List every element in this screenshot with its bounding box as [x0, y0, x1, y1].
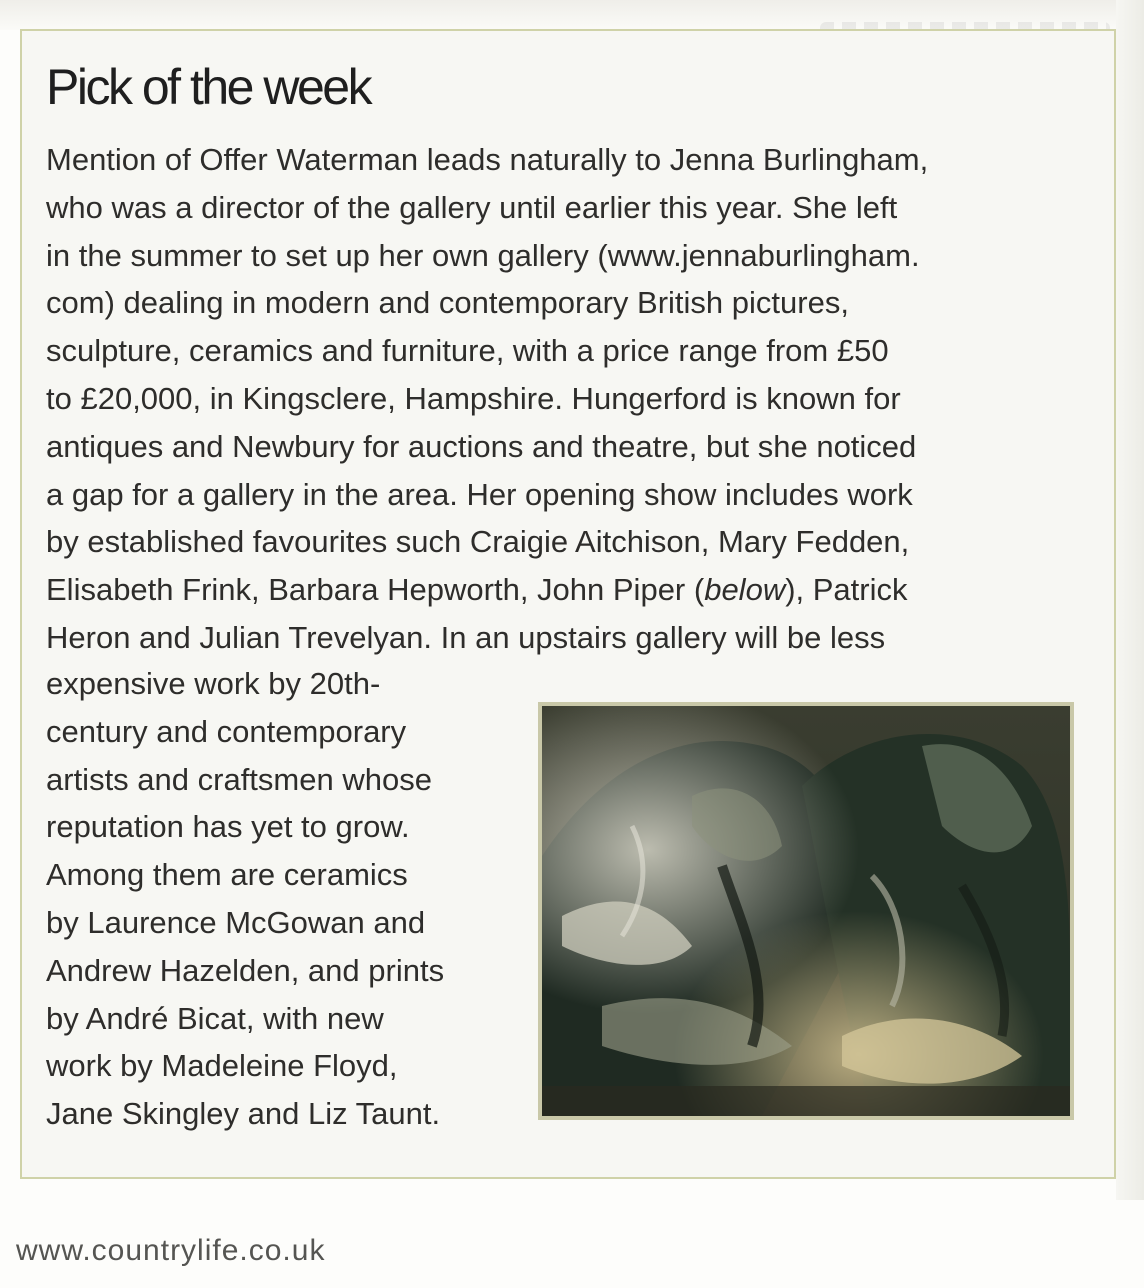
column-line: reputation has yet to grow.: [46, 809, 410, 845]
column-line: by André Bicat, with new: [46, 1000, 384, 1036]
body-line: Heron and Julian Trevelyan. In an upstairs gallery will be less: [46, 619, 886, 655]
article-heading: Pick of the week: [46, 59, 371, 115]
john-piper-painting: [538, 702, 1074, 1120]
body-line: to £20,000, in Kingsclere, Hampshire. Hungerford is known for: [46, 380, 901, 416]
body-line: by established favourites such Craigie Aitchison, Mary Fedden,: [46, 524, 910, 560]
column-line: expensive work by 20th-: [46, 666, 381, 701]
column-line: Andrew Hazelden, and prints: [46, 952, 445, 988]
column-line: century and contemporary: [46, 713, 407, 749]
page-right-edge: [1116, 0, 1144, 1200]
article-column: [46, 660, 526, 1138]
column-line: artists and craftsmen whose: [46, 761, 432, 797]
body-line: a gap for a gallery in the area. Her opening show includes work: [46, 476, 913, 512]
column-line: by Laurence McGowan and: [46, 904, 426, 940]
body-line-piper: [46, 566, 1056, 614]
body-line: who was a director of the gallery until earlier this year. She left: [46, 189, 898, 225]
body-line: Mention of Offer Waterman leads naturally to Jenna Burlingham,: [46, 142, 929, 177]
column-line: Among them are ceramics: [46, 857, 408, 893]
body-line: com) dealing in modern and contemporary British pictures,: [46, 285, 849, 321]
body-line: in the summer to set up her own gallery (www.jennaburlingham.: [46, 237, 920, 273]
below-reference: below: [704, 572, 786, 608]
column-line: Jane Skingley and Liz Taunt.: [46, 1096, 441, 1132]
article-body: [46, 136, 1056, 662]
body-text-segment: ), Patrick: [785, 572, 908, 608]
body-text-segment: Elisabeth Frink, Barbara Hepworth, John Piper (: [46, 572, 705, 608]
painting-image: [542, 706, 1070, 1116]
body-line: antiques and Newbury for auctions and theatre, but she noticed: [46, 428, 917, 464]
column-line: work by Madeleine Floyd,: [46, 1048, 398, 1084]
body-line: sculpture, ceramics and furniture, with a price range from £50: [46, 333, 889, 369]
footer-url: www.countrylife.co.uk: [16, 1234, 326, 1267]
